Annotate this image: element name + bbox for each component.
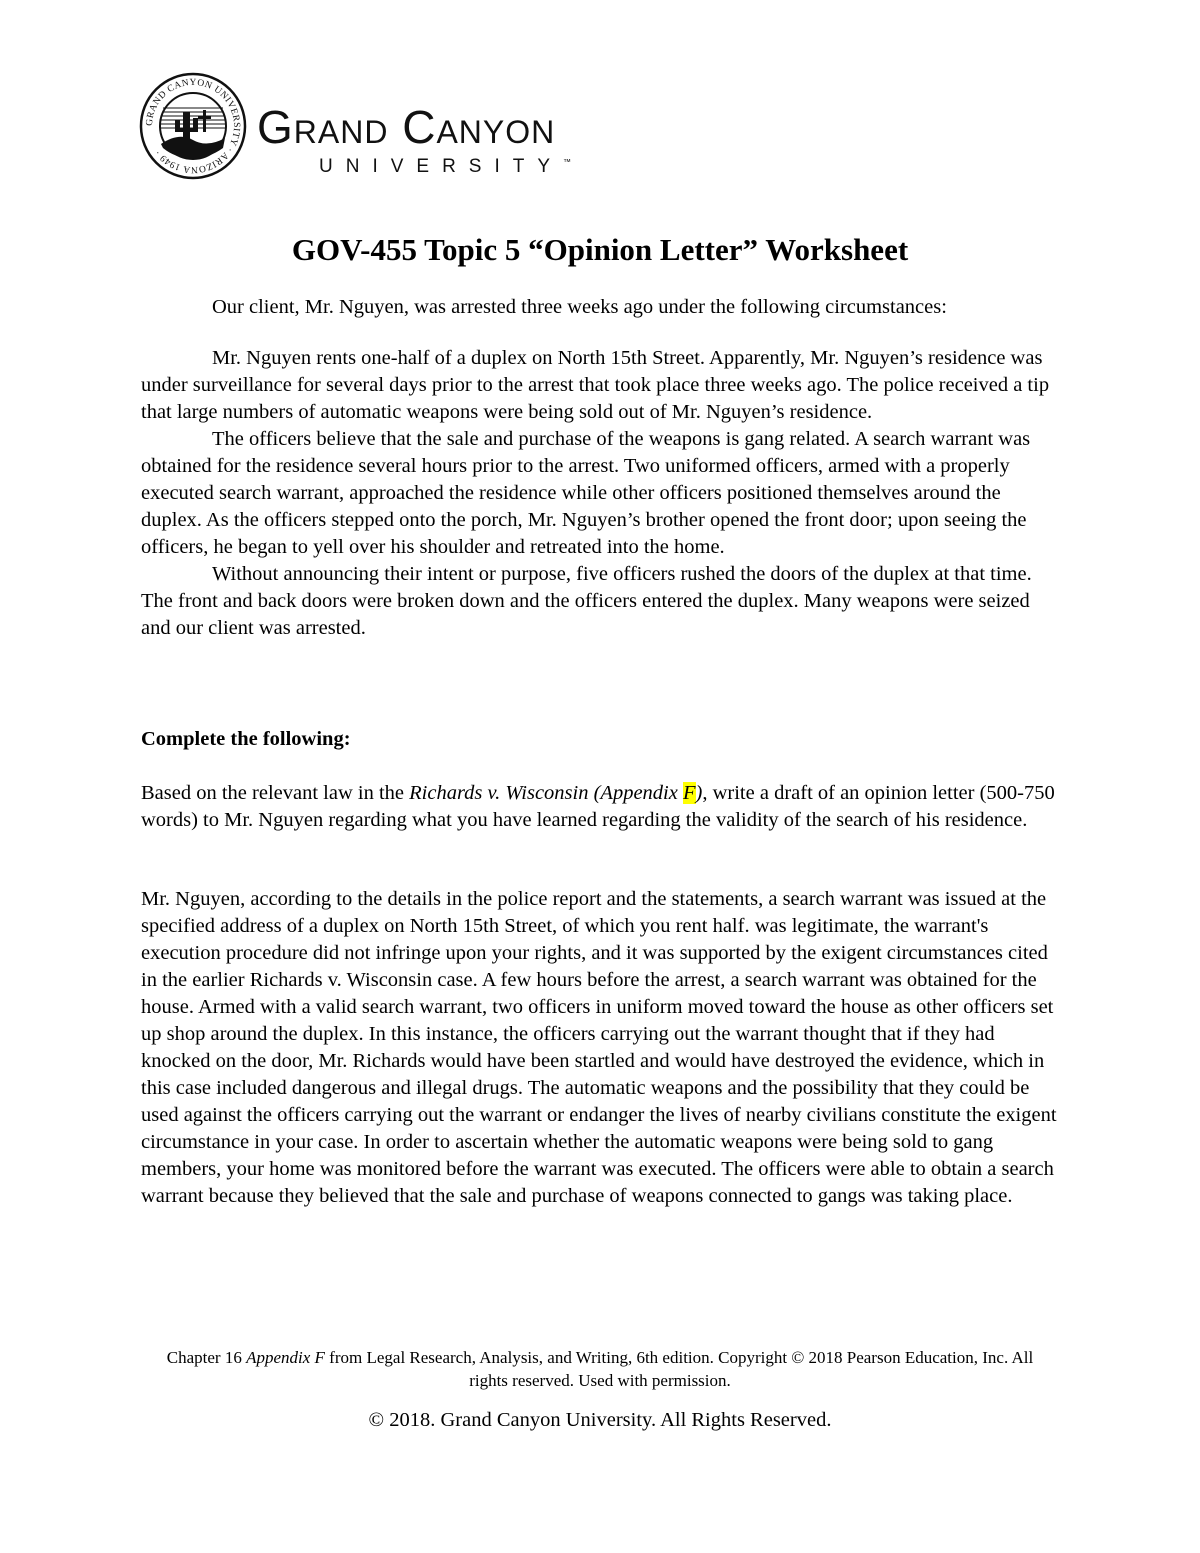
attribution-rest: from Legal Research, Analysis, and Writing, 6th edition. Copyright © 2018 Pearson Education, Inc. All rights reserved. Used with permission. (324, 1348, 1034, 1390)
attribution-lead: Chapter 16 (166, 1348, 247, 1367)
seal-text: GRAND CANYON UNIVERSITY · ARIZONA 1949 · (144, 77, 242, 175)
brand-subtitle-text: UNIVERSITY (319, 156, 564, 177)
trademark-symbol: ™ (563, 157, 572, 167)
case-close-paren: ) (695, 782, 703, 804)
complete-heading: Complete the following: (141, 728, 351, 750)
assignment-prompt (141, 780, 1061, 834)
facts-paragraph: The officers believe that the sale and purchase of the weapons is gang related. A search warrant was obtained for the residence several hours prior to the arrest. Two uniformed officers, armed with a properly executed search warrant, approached the residence while other officers positioned themselves around the duplex. As the officers stepped onto the porch, Mr. Nguyen’s brother opened the front door; upon seeing the officers, he began to yell over his shoulder and retreated into the home. (141, 428, 1031, 558)
page-title: GOV-455 Topic 5 “Opinion Letter” Worksheet (291, 232, 909, 267)
wordmark (257, 101, 572, 178)
facts-paragraph: Mr. Nguyen rents one-half of a duplex on North 15th Street. Apparently, Mr. Nguyen’s residence was under surveillance for several days prior to the arrest that took place three weeks ago. The police received a tip that large numbers of automatic weapons were being sold out of Mr. Nguyen’s residence. (141, 347, 1050, 423)
attribution-appendix: Appendix F (246, 1348, 325, 1367)
facts-paragraph: Without announcing their intent or purpose, five officers rushed the doors of the duplex at that time. The front and back doors were broken down and the officers entered the duplex. Many weapons were seized and our client was arrested. (141, 563, 1032, 639)
brand-subtitle (319, 156, 571, 178)
facts-section (141, 345, 1061, 642)
answer-paragraph: Mr. Nguyen, according to the details in the police report and the statements, a search warrant was issued at the specified address of a duplex on North 15th Street, of which you rent half. was legitimate, the warrant's execution procedure did not infringe upon your rights, and it was supported by the exigent circumstances cited in the earlier Richards v. Wisconsin case. A few hours before the arrest, a search warrant was obtained for the house. Armed with a valid search warrant, two officers in uniform moved toward the house as other officers set up shop around the duplex. In this instance, the officers carrying out the warrant thought that if they had knocked on the door, Mr. Richards would have been startled and would have destroyed the evidence, which in this case included dangerous and illegal drugs. The automatic weapons and the possibility that they could be used against the officers carrying out the warrant or endanger the lives of nearby civilians constitute the exigent circumstance in your case. In order to ascertain whether the automatic weapons were being sold to gang members, your home was monitored before the warrant was executed. The officers were able to obtain a search warrant because they believed that the sale and purchase of weapons connected to gangs was taking place. (141, 888, 1057, 1207)
brand-name: Grand Canyon (257, 101, 556, 153)
prompt-rest: , write a draft of an opinion letter (500-750 words) to Mr. Nguyen regarding what you have learned regarding the validity of the search of his residence. (141, 782, 1055, 831)
intro-paragraph: Our client, Mr. Nguyen, was arrested three weeks ago under the following circumstances: (212, 296, 947, 318)
university-seal-icon (139, 72, 247, 180)
case-name: Richards v. Wisconsin (Appendix (409, 782, 683, 804)
case-citation (409, 782, 702, 804)
university-logo (139, 72, 619, 190)
prompt-lead: Based on the relevant law in the (141, 782, 410, 804)
copyright-notice: © 2018. Grand Canyon University. All Rights Reserved. (368, 1409, 832, 1431)
footer-attribution (150, 1346, 1050, 1392)
highlighted-appendix-letter: F (682, 782, 696, 804)
